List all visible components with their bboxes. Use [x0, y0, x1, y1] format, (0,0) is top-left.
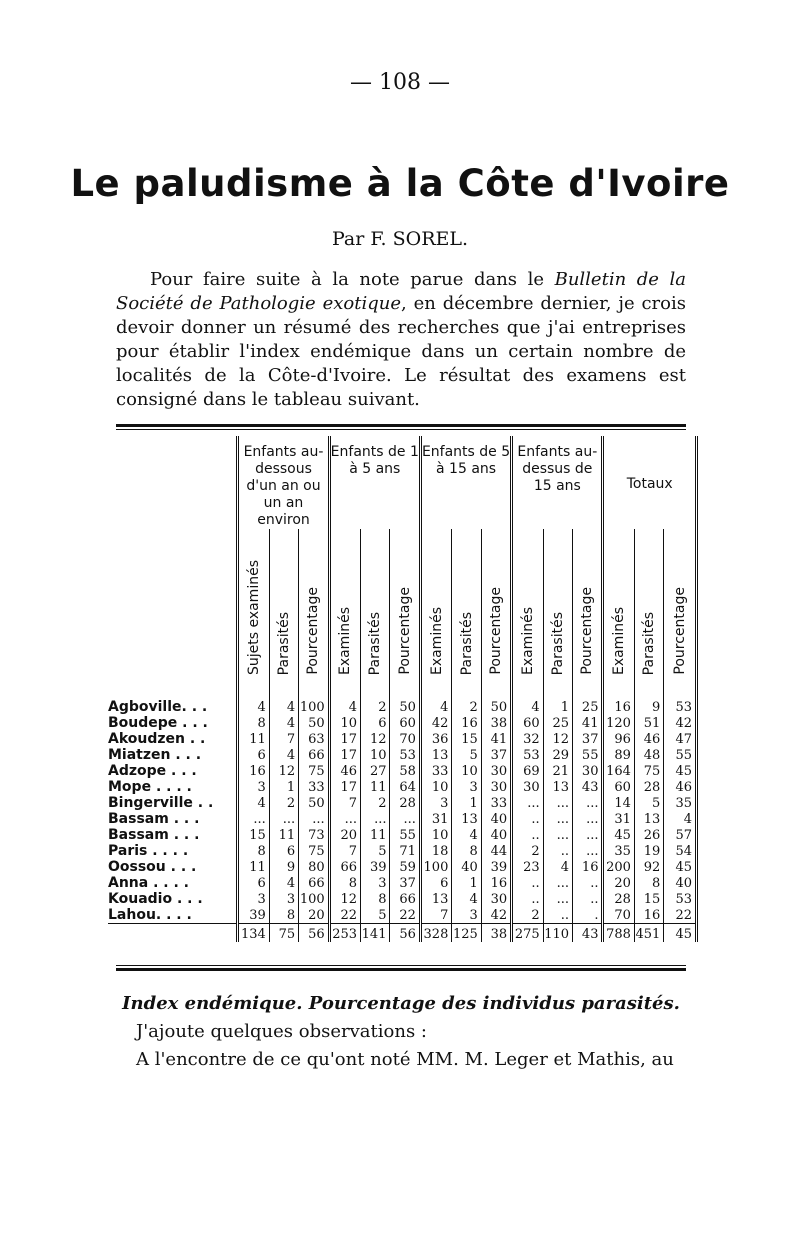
row-place: Anna . . . . — [108, 875, 189, 891]
cell-value: 20 — [299, 907, 329, 924]
cell-value: 92 — [634, 859, 663, 875]
cell-value: 46 — [634, 731, 663, 747]
cell-value: 39 — [238, 907, 269, 924]
group-header-totals: Totaux — [603, 436, 697, 529]
row-place: Bassam . . . — [108, 827, 200, 843]
cell-value: 3 — [269, 891, 298, 907]
cell-value: 50 — [390, 679, 420, 715]
cell-value: 1 — [269, 779, 298, 795]
author-byline: Par F. SOREL. — [331, 228, 469, 250]
cell-value: .. — [512, 891, 543, 907]
cell-value: 22 — [329, 907, 360, 924]
cell-value: 28 — [603, 891, 634, 907]
group-header-1-5: Enfants de 1 à 5 ans — [329, 436, 420, 529]
subheader: Pourcentage — [299, 529, 329, 679]
cell-value: 3 — [420, 795, 451, 811]
cell-value: ... — [573, 811, 603, 827]
cell-value: 36 — [420, 731, 451, 747]
cell-value: 54 — [664, 843, 697, 859]
cell-value: 44 — [481, 843, 511, 859]
table-row — [108, 891, 697, 907]
subheader: Parasités — [634, 529, 663, 679]
total-value: 38 — [481, 924, 511, 943]
total-value: 110 — [543, 924, 572, 943]
cell-value: 4 — [329, 679, 360, 715]
subheader: Pourcentage — [390, 529, 420, 679]
row-place: Akoudzen . . — [108, 731, 206, 747]
cell-value: 53 — [390, 747, 420, 763]
cell-value: 53 — [664, 679, 697, 715]
cell-value: 96 — [603, 731, 634, 747]
row-place: Adzope . . . — [108, 763, 197, 779]
total-value: 328 — [420, 924, 451, 943]
subheader: Sujets examinés — [238, 529, 269, 679]
cell-value: 16 — [634, 907, 663, 924]
table-bottom-rule-thin — [116, 965, 686, 966]
cell-value: 31 — [420, 811, 451, 827]
cell-value: 33 — [420, 763, 451, 779]
cell-value: 30 — [481, 779, 511, 795]
subheader: Examinés — [329, 529, 360, 679]
cell-value: 6 — [238, 875, 269, 891]
cell-value: 35 — [664, 795, 697, 811]
cell-value: 4 — [543, 859, 572, 875]
cell-value: 15 — [634, 891, 663, 907]
table-row — [108, 795, 697, 811]
cell-value: 100 — [299, 891, 329, 907]
cell-value: 20 — [603, 875, 634, 891]
cell-value: 11 — [361, 779, 390, 795]
table-row — [108, 763, 697, 779]
cell-value: 55 — [390, 827, 420, 843]
cell-value: 40 — [452, 859, 481, 875]
corner-cell — [108, 436, 238, 529]
cell-value: 10 — [420, 827, 451, 843]
cell-value: 30 — [573, 763, 603, 779]
subheader: Parasités — [269, 529, 298, 679]
cell-value: 66 — [329, 859, 360, 875]
cell-value: 8 — [238, 715, 269, 731]
cell-value: 6 — [361, 715, 390, 731]
cell-value: 33 — [481, 795, 511, 811]
total-value: 253 — [329, 924, 360, 943]
cell-value: 30 — [481, 891, 511, 907]
cell-value: 15 — [238, 827, 269, 843]
cell-value: 59 — [390, 859, 420, 875]
cell-value: 4 — [238, 679, 269, 715]
cell-value: 100 — [420, 859, 451, 875]
row-place: Boudepe . . . — [108, 715, 208, 731]
cell-value: ... — [543, 891, 572, 907]
cell-value: 13 — [543, 779, 572, 795]
cell-value: 11 — [361, 827, 390, 843]
cell-value: 3 — [452, 779, 481, 795]
cell-value: 14 — [603, 795, 634, 811]
cell-value: 75 — [299, 763, 329, 779]
cell-value: .. — [543, 907, 572, 924]
cell-value: 2 — [452, 679, 481, 715]
row-place: Mope . . . . — [108, 779, 192, 795]
cell-value: 32 — [512, 731, 543, 747]
cell-value: 40 — [481, 811, 511, 827]
cell-value: 46 — [329, 763, 360, 779]
cell-value: 7 — [269, 731, 298, 747]
totals-blank — [108, 924, 238, 943]
cell-value: 31 — [603, 811, 634, 827]
subheader: Pourcentage — [481, 529, 511, 679]
cell-value: 40 — [664, 875, 697, 891]
subheader: Pourcentage — [573, 529, 603, 679]
cell-value: ... — [390, 811, 420, 827]
table-row — [108, 779, 697, 795]
cell-value: 2 — [361, 795, 390, 811]
cell-value: 28 — [390, 795, 420, 811]
cell-value: ... — [512, 795, 543, 811]
cell-value: .. — [573, 875, 603, 891]
cell-value: 16 — [481, 875, 511, 891]
cell-value: 20 — [329, 827, 360, 843]
cell-value: 69 — [512, 763, 543, 779]
cell-value: 4 — [664, 811, 697, 827]
cell-value: 17 — [329, 779, 360, 795]
cell-value: 4 — [238, 795, 269, 811]
cell-value: 1 — [452, 875, 481, 891]
cell-value: 13 — [420, 747, 451, 763]
total-value: 134 — [238, 924, 269, 943]
footer-text — [116, 990, 686, 1074]
cell-value: 55 — [664, 747, 697, 763]
cell-value: 4 — [269, 715, 298, 731]
group-header-over-15: Enfants au-dessus de 15 ans — [512, 436, 603, 529]
cell-value: 13 — [420, 891, 451, 907]
group-header-5-15: Enfants de 5 à 15 ans — [420, 436, 511, 529]
table-row — [108, 859, 697, 875]
cell-value: 13 — [634, 811, 663, 827]
cell-value: ... — [543, 795, 572, 811]
total-value: 451 — [634, 924, 663, 943]
cell-value: 42 — [481, 907, 511, 924]
cell-value: 66 — [299, 875, 329, 891]
cell-value: .. — [573, 891, 603, 907]
cell-value: 50 — [299, 795, 329, 811]
cell-value: 5 — [361, 907, 390, 924]
cell-value: 41 — [481, 731, 511, 747]
cell-value: 100 — [299, 679, 329, 715]
cell-value: 4 — [452, 891, 481, 907]
cell-value: 60 — [603, 779, 634, 795]
row-place: Miatzen . . . — [108, 747, 202, 763]
cell-value: 8 — [361, 891, 390, 907]
intro-paragraph — [116, 268, 686, 412]
cell-value: 16 — [238, 763, 269, 779]
cell-value: .. — [543, 843, 572, 859]
row-place: Paris . . . . — [108, 843, 189, 859]
cell-value: ... — [543, 811, 572, 827]
table-row — [108, 747, 697, 763]
cell-value: 45 — [664, 859, 697, 875]
cell-value: 120 — [603, 715, 634, 731]
cell-value: 11 — [269, 827, 298, 843]
table-row — [108, 843, 697, 859]
cell-value: . — [573, 907, 603, 924]
table-row — [108, 875, 697, 891]
cell-value: 4 — [452, 827, 481, 843]
cell-value: 9 — [634, 679, 663, 715]
cell-value: 30 — [512, 779, 543, 795]
subheader: Examinés — [512, 529, 543, 679]
cell-value: 12 — [329, 891, 360, 907]
cell-value: 48 — [634, 747, 663, 763]
cell-value: 33 — [299, 779, 329, 795]
cell-value: 4 — [420, 679, 451, 715]
total-value: 75 — [269, 924, 298, 943]
cell-value: 28 — [634, 779, 663, 795]
total-value: 56 — [390, 924, 420, 943]
cell-value: 37 — [481, 747, 511, 763]
cell-value: 4 — [512, 679, 543, 715]
cell-value: 3 — [361, 875, 390, 891]
table-top-rule — [116, 424, 686, 427]
cell-value: 63 — [299, 731, 329, 747]
totals-row — [108, 924, 697, 943]
cell-value: 53 — [664, 891, 697, 907]
cell-value: 38 — [481, 715, 511, 731]
footer-line-2: J'ajoute quelques observations : — [136, 1021, 427, 1042]
cell-value: 8 — [634, 875, 663, 891]
cell-value: 23 — [512, 859, 543, 875]
total-value: 141 — [361, 924, 390, 943]
cell-value: ... — [573, 827, 603, 843]
cell-value: 6 — [238, 747, 269, 763]
cell-value: 47 — [664, 731, 697, 747]
row-place: Kouadio . . . — [108, 891, 203, 907]
table-row — [108, 679, 697, 715]
cell-value: 40 — [481, 827, 511, 843]
total-value: 45 — [664, 924, 697, 943]
cell-value: 9 — [269, 859, 298, 875]
table-top-rule-thin — [116, 429, 686, 430]
cell-value: .. — [512, 827, 543, 843]
subheader: Parasités — [452, 529, 481, 679]
cell-value: 35 — [603, 843, 634, 859]
cell-value: 11 — [238, 859, 269, 875]
cell-value: 16 — [452, 715, 481, 731]
cell-value: 25 — [573, 679, 603, 715]
subheader: Pourcentage — [664, 529, 697, 679]
cell-value: 37 — [390, 875, 420, 891]
footer-line-3: A l'encontre de ce qu'ont noté MM. M. Leger et Mathis, au — [136, 1049, 674, 1070]
journal-name: Bulletin de la Société de Pathologie exotique — [116, 269, 686, 314]
cell-value: 22 — [390, 907, 420, 924]
cell-value: 3 — [238, 779, 269, 795]
cell-value: 8 — [238, 843, 269, 859]
subheader: Examinés — [603, 529, 634, 679]
cell-value: 58 — [390, 763, 420, 779]
cell-value: 51 — [634, 715, 663, 731]
cell-value: 7 — [420, 907, 451, 924]
cell-value: 75 — [299, 843, 329, 859]
cell-value: 50 — [481, 679, 511, 715]
cell-value: 4 — [269, 747, 298, 763]
cell-value: 70 — [390, 731, 420, 747]
cell-value: ... — [238, 811, 269, 827]
cell-value: 2 — [512, 907, 543, 924]
cell-value: 22 — [664, 907, 697, 924]
cell-value: 71 — [390, 843, 420, 859]
cell-value: 39 — [481, 859, 511, 875]
cell-value: ... — [361, 811, 390, 827]
cell-value: 10 — [420, 779, 451, 795]
row-place: Lahou. . . . — [108, 907, 192, 923]
table-row — [108, 827, 697, 843]
cell-value: 4 — [269, 679, 298, 715]
cell-value: 89 — [603, 747, 634, 763]
cell-value: 64 — [390, 779, 420, 795]
table-row — [108, 715, 697, 731]
cell-value: .. — [512, 875, 543, 891]
cell-value: 17 — [329, 731, 360, 747]
cell-value: 39 — [361, 859, 390, 875]
cell-value: 26 — [634, 827, 663, 843]
row-place: Bingerville . . — [108, 795, 214, 811]
cell-value: 11 — [238, 731, 269, 747]
cell-value: 13 — [452, 811, 481, 827]
cell-value: 45 — [664, 763, 697, 779]
cell-value: 60 — [390, 715, 420, 731]
cell-value: 8 — [269, 907, 298, 924]
table-row — [108, 731, 697, 747]
row-place: Oossou . . . — [108, 859, 197, 875]
cell-value: 12 — [269, 763, 298, 779]
row-place: Agboville. . . — [108, 699, 208, 715]
cell-value: 25 — [543, 715, 572, 731]
cell-value: 75 — [634, 763, 663, 779]
cell-value: 66 — [390, 891, 420, 907]
cell-value: ... — [573, 795, 603, 811]
cell-value: 6 — [269, 843, 298, 859]
cell-value: 2 — [269, 795, 298, 811]
page-number: — 108 — — [350, 70, 450, 95]
cell-value: ... — [329, 811, 360, 827]
cell-value: 27 — [361, 763, 390, 779]
cell-value: 1 — [543, 679, 572, 715]
intro-text-1: Pour faire suite à la note parue dans le — [150, 269, 555, 290]
cell-value: 21 — [543, 763, 572, 779]
cell-value: 10 — [452, 763, 481, 779]
cell-value: 8 — [329, 875, 360, 891]
cell-value: 10 — [361, 747, 390, 763]
cell-value: 73 — [299, 827, 329, 843]
article-title: Le paludisme à la Côte d'Ivoire — [70, 162, 730, 205]
total-value: 788 — [603, 924, 634, 943]
table-row — [108, 811, 697, 827]
cell-value: 3 — [238, 891, 269, 907]
cell-value: 6 — [420, 875, 451, 891]
total-value: 43 — [573, 924, 603, 943]
cell-value: 17 — [329, 747, 360, 763]
index-caption: Index endémique. Pourcentage des individus parasités. — [122, 993, 680, 1014]
cell-value: 53 — [512, 747, 543, 763]
cell-value: ... — [543, 827, 572, 843]
cell-value: 4 — [269, 875, 298, 891]
cell-value: 1 — [452, 795, 481, 811]
cell-value: 18 — [420, 843, 451, 859]
cell-value: 66 — [299, 747, 329, 763]
cell-value: 57 — [664, 827, 697, 843]
total-value: 275 — [512, 924, 543, 943]
cell-value: 43 — [573, 779, 603, 795]
cell-value: 19 — [634, 843, 663, 859]
malaria-table — [108, 436, 698, 942]
intro-text-2: , en décembre dernier, je crois devoir donner un résumé des recherches que j'ai entreprises pour établir l'index endémique dans un certain nombre de localités de la Côte-d'Ivoire. Le résultat des examens est consigné dans le tableau suivant. — [116, 293, 686, 410]
cell-value: 8 — [452, 843, 481, 859]
subheader: Parasités — [543, 529, 572, 679]
cell-value: 5 — [452, 747, 481, 763]
row-place: Bassam . . . — [108, 811, 200, 827]
cell-value: 42 — [420, 715, 451, 731]
cell-value: 164 — [603, 763, 634, 779]
cell-value: 3 — [452, 907, 481, 924]
cell-value: 46 — [664, 779, 697, 795]
cell-value: 2 — [361, 679, 390, 715]
cell-value: ... — [573, 843, 603, 859]
cell-value: 12 — [361, 731, 390, 747]
cell-value: 10 — [329, 715, 360, 731]
cell-value: 60 — [512, 715, 543, 731]
cell-value: 55 — [573, 747, 603, 763]
total-value: 56 — [299, 924, 329, 943]
cell-value: ... — [269, 811, 298, 827]
cell-value: 30 — [481, 763, 511, 779]
cell-value: 16 — [603, 679, 634, 715]
cell-value: 7 — [329, 795, 360, 811]
cell-value: 5 — [634, 795, 663, 811]
cell-value: 15 — [452, 731, 481, 747]
total-value: 125 — [452, 924, 481, 943]
table-row — [108, 907, 697, 924]
cell-value: 37 — [573, 731, 603, 747]
cell-value: 7 — [329, 843, 360, 859]
subheader: Examinés — [420, 529, 451, 679]
cell-value: 50 — [299, 715, 329, 731]
cell-value: 200 — [603, 859, 634, 875]
cell-value: .. — [512, 811, 543, 827]
cell-value: 29 — [543, 747, 572, 763]
cell-value: 45 — [603, 827, 634, 843]
cell-value: 2 — [512, 843, 543, 859]
cell-value: 80 — [299, 859, 329, 875]
group-header-under-1: Enfants au-dessous d'un an ou un an environ — [238, 436, 329, 529]
table-bottom-rule — [116, 968, 686, 971]
cell-value: 41 — [573, 715, 603, 731]
cell-value: 5 — [361, 843, 390, 859]
cell-value: 42 — [664, 715, 697, 731]
cell-value: 70 — [603, 907, 634, 924]
subheader: Parasités — [361, 529, 390, 679]
cell-value: ... — [299, 811, 329, 827]
cell-value: ... — [543, 875, 572, 891]
cell-value: 16 — [573, 859, 603, 875]
cell-value: 12 — [543, 731, 572, 747]
